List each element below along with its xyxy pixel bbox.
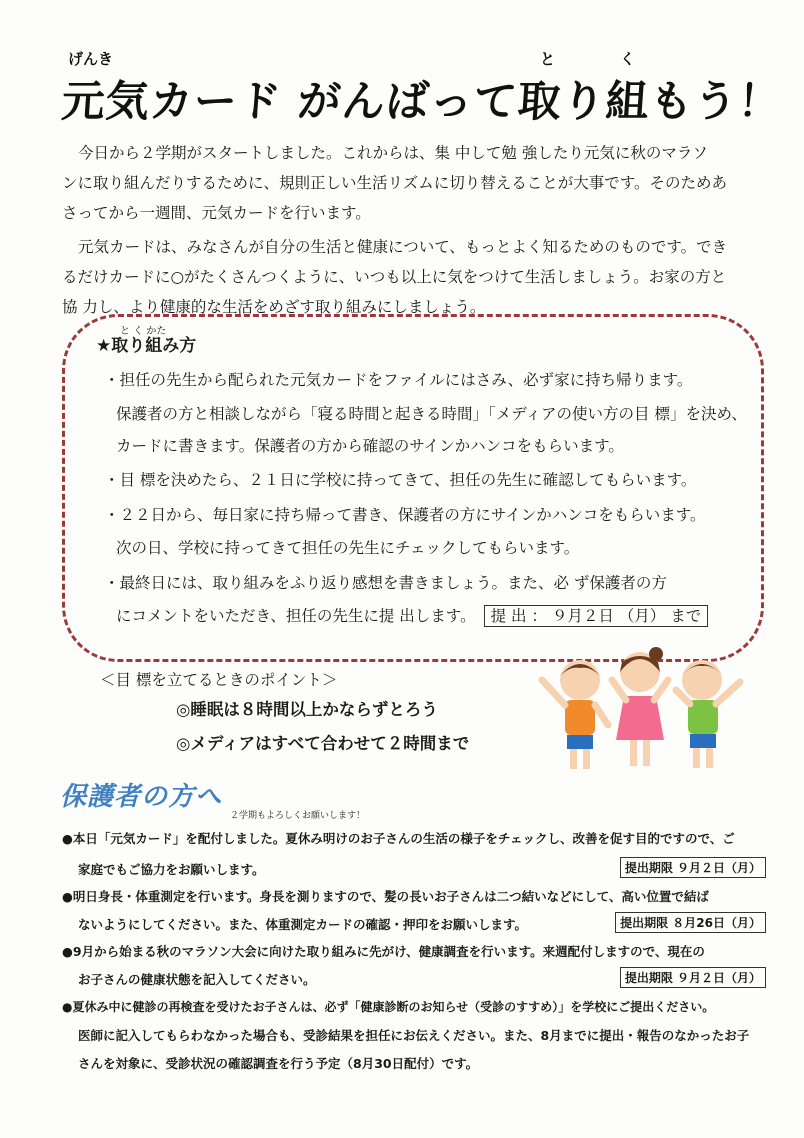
points-title: ＜目 標を立てるときのポイント＞	[100, 671, 338, 689]
parent-notice-3-line: お子さんの健康状態を記入してください。	[78, 972, 316, 987]
procedure-ruby: と く かた	[120, 326, 167, 337]
intro-line: るだけカードに○がたくさんつくように、いつも以上に気をつけて生活しましょう。お家の方と	[62, 268, 727, 286]
submit-deadline-box: 提 出 ： ９月２日 （月） まで	[484, 605, 709, 627]
parent-notice-2-deadline: 提出期限 ８月26日（月）	[615, 912, 766, 933]
parent-notice-4-line: 医師に記入してもらわなかった場合も、受診結果を担任にお伝えください。また、8月までに提出・報告のなかったお子	[78, 1028, 750, 1043]
point-media: ◎メディアはすべて合わせて２時間まで	[176, 734, 470, 753]
procedure-item: 次の日、学校に持ってきて担任の先生にチェックしてもらいます。	[116, 539, 580, 557]
intro-line: 今日から２学期がスタートしました。これからは、集 中して勉 強したり元気に秋のマラソ	[78, 144, 708, 162]
procedure-item	[116, 604, 756, 626]
intro-line	[62, 168, 762, 198]
intro-line-text: ンに取り組んだりするために、規則正しい生活リズムに切り替えることが大事です。そのためあ	[62, 174, 727, 192]
procedure-item: ・最終日には、取り組みをふり返り感想を書きましょう。また、必 ず保護者の方	[104, 574, 667, 592]
procedure-title: ★取り組み方	[96, 336, 197, 356]
procedure-item-text: にコメントをいただき、担任の先生に提 出します。	[116, 607, 476, 625]
intro-paragraph-1	[62, 138, 762, 228]
procedure-item: 保護者の方と相談しながら「寝る時間と起きる時間」「メディアの使い方の目 標」を決め、	[116, 405, 747, 423]
kid-left-illustration	[542, 660, 608, 769]
intro-line: 元気カードは、みなさんが自分の生活と健康について、もっとよく知るためのものです。でき	[78, 238, 728, 256]
title-ruby-to: と	[540, 50, 556, 68]
kids-illustration	[530, 640, 770, 780]
intro-paragraph-2	[62, 232, 762, 322]
parent-notice-3-deadline: 提出期限 ９月２日（月）	[620, 967, 766, 988]
title-ruby-genki: げんき	[68, 50, 114, 68]
procedure-item: ・目 標を決めたら、２１日に学校に持ってきて、担任の先生に確認してもらいます。	[104, 471, 697, 489]
parent-notice-4-line: さんを対象に、受診状況の確認調査を行う予定（8月30日配付）です。	[78, 1056, 479, 1071]
parent-notice-1-deadline: 提出期限 ９月２日（月）	[620, 857, 766, 878]
point-sleep: ◎睡眠は８時間以上かならずとろう	[176, 700, 438, 719]
parents-section-title: 保護者の方へ	[60, 782, 223, 812]
procedure-item: カードに書きます。保護者の方から確認のサインかハンコをもらいます。	[116, 437, 624, 455]
parents-section-subtitle: ２学期もよろしくお願いします！	[230, 811, 366, 821]
parent-notice-1-line: 家庭でもご協力をお願いします。	[78, 862, 265, 877]
title-ruby-ku: く	[620, 50, 636, 68]
parent-notice-2-line: ●明日身長・体重測定を行います。身長を測りますので、髪の長いお子さんは二つ結いなどにして、高い位置で結ば	[62, 889, 709, 904]
page-title: 元気カード がんばって取り組もう！	[59, 77, 784, 127]
procedure-item: ・２２日から、毎日家に持ち帰って書き、保護者の方にサインかハンコをもらいます。	[104, 506, 706, 524]
parent-notice-3-line: ●9月から始まる秋のマラソン大会に向けた取り組みに先がけ、健康調査を行います。来週配付しますので、現在の	[62, 944, 705, 959]
parent-notice-4-line: ●夏休み中に健診の再検査を受けたお子さんは、必ず「健康診断のお知らせ（受診のすすめ）」を学校にご提出ください。	[62, 1000, 715, 1014]
kid-right-illustration	[676, 660, 740, 768]
procedure-item: ・担任の先生から配られた元気カードをファイルにはさみ、必ず家に持ち帰ります。	[104, 371, 693, 389]
intro-line: さってから一週間、元気カードを行います。	[62, 204, 371, 222]
kid-middle-illustration	[612, 647, 668, 766]
parent-notice-1-line: ●本日「元気カード」を配付しました。夏休み明けのお子さんの生活の様子をチェックし、改善を促す目的ですので、ご	[62, 831, 735, 846]
parent-notice-2-line: ないようにしてください。また、体重測定カードの確認・押印をお願いします。	[78, 917, 528, 932]
intro-line: 協 力し、より健康的な生活をめざす取り組みにしましょう。	[62, 298, 486, 316]
